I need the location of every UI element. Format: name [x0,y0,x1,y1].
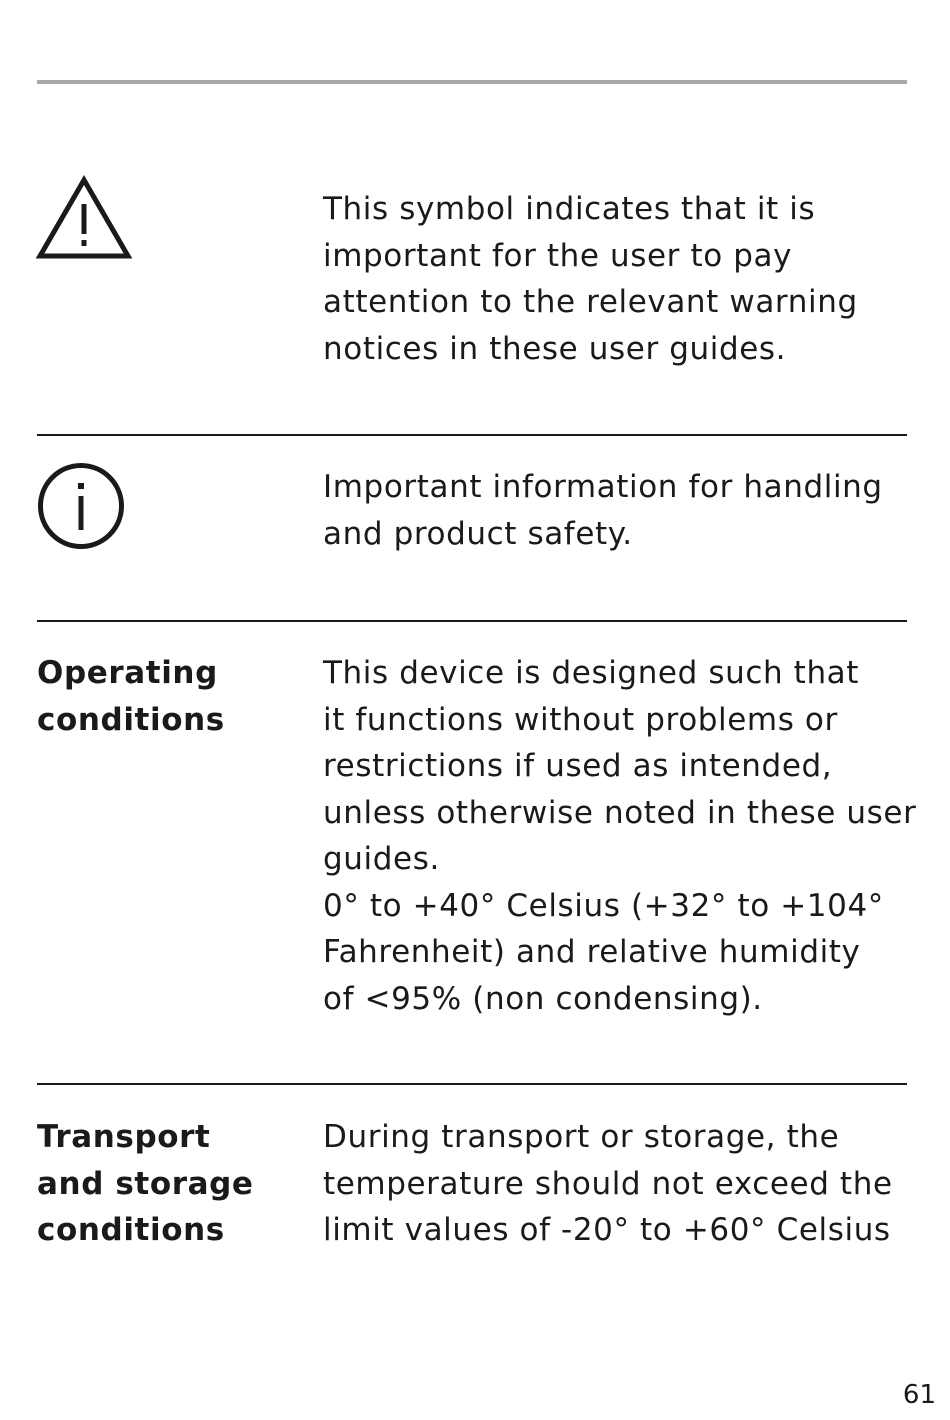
text-line: limit values of -20° to +60° Celsius [323,1212,891,1248]
text-line: This symbol indicates that it is [323,191,816,227]
label-line: conditions [37,1212,225,1248]
transport-storage-conditions-label [37,1114,254,1254]
info-circle-icon [37,462,125,550]
text-line: guides. [323,841,440,877]
operating-conditions-label [37,650,225,743]
label-line: Transport [37,1119,211,1155]
warning-triangle-icon [36,174,132,260]
label-line: and storage [37,1165,254,1202]
divider [37,1083,907,1085]
transport-storage-conditions-description [323,1114,893,1254]
text-line: Important information for handling [323,469,883,505]
text-line: notices in these user guides. [323,330,787,367]
top-rule [37,80,907,84]
text-line: important for the user to pay [323,237,793,274]
text-line: restrictions if used as intended, [323,748,833,784]
text-line: and product safety. [323,515,633,552]
label-line: Operating [37,655,218,691]
text-line: unless otherwise noted in these user [323,794,917,831]
text-line: Fahrenheit) and relative humidity [323,934,861,970]
text-line: temperature should not exceed the [323,1165,893,1202]
operating-conditions-description [323,650,916,1022]
text-line: of <95% (non condensing). [323,980,763,1017]
label-line: conditions [37,701,225,738]
divider [37,434,907,436]
text-line: This device is designed such that [323,655,860,691]
text-line: attention to the relevant warning [323,284,858,320]
text-line: it functions without problems or [323,701,838,738]
info-description [323,464,883,557]
text-line: During transport or storage, the [323,1119,840,1155]
divider [37,620,907,622]
page-number: 61 [902,1380,936,1410]
warning-description [323,186,858,372]
text-line: 0° to +40° Celsius (+32° to +104° [323,887,884,924]
